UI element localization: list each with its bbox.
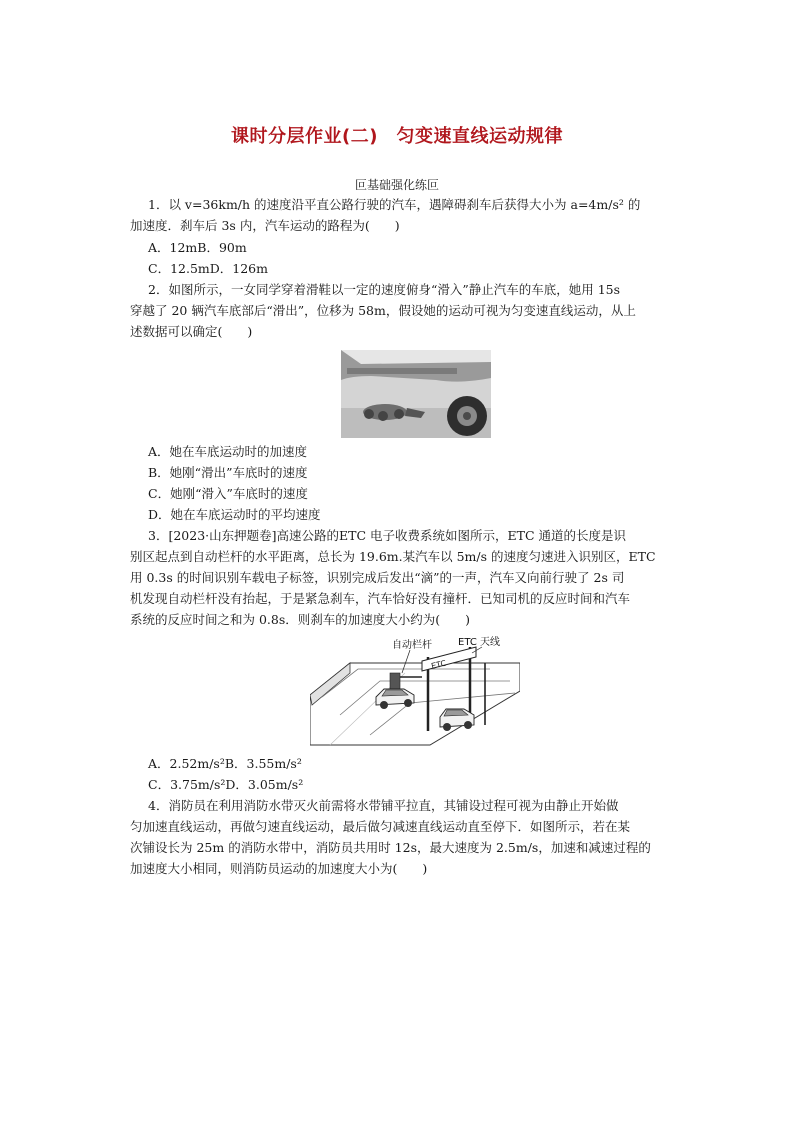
q3-stem-line-4: 机发现自动栏杆没有抬起，于是紧急刹车，汽车恰好没有撞杆．已知司机的反应时间和汽车: [130, 591, 631, 606]
q3-stem-line-3: 用 0.3s 的时间识别车载电子标签，识别完成后发出“滴”的一声，汽车又向前行驶了 2s 司: [130, 570, 625, 585]
q1-options-ab: A．12mB．90m: [148, 240, 247, 255]
q1-stem-line-2: 加速度．刹车后 3s 内，汽车运动的路程为( ): [130, 218, 400, 233]
q3-stem-line-1: 3．[2023·山东押题卷]高速公路的ETC 电子收费系统如图所示，ETC 通道的长度是识: [148, 528, 626, 543]
etc-lane-diagram: [310, 633, 520, 748]
q4-stem-line-3: 次铺设长为 25m 的消防水带中，消防员共用时 12s，最大速度为 2.5m/s，加速和减速过程的: [130, 840, 651, 855]
q3-options-cd: C．3.75m/s²D．3.05m/s²: [148, 777, 304, 792]
q1-options-cd: C．12.5mD．126m: [148, 261, 268, 276]
q1-stem-line-1: 1．以 v=36km/h 的速度沿平直公路行驶的汽车，遇障碍刹车后获得大小为 a=4m/s² 的: [148, 197, 641, 212]
q3-stem-line-5: 系统的反应时间之和为 0.8s．则刹车的加速度大小约为( ): [130, 612, 471, 627]
gate-label: 自动栏杆: [392, 640, 432, 651]
q4-stem-line-4: 加速度大小相同，则消防员运动的加速度大小为( ): [130, 861, 428, 876]
q2-option-c: C．她刚“滑入”车底时的速度: [148, 486, 308, 501]
q2-option-a: A．她在车底运动时的加速度: [148, 444, 308, 459]
q2-stem-line-2: 穿越了 20 辆汽车底部后“滑出”，位移为 58m，假设她的运动可视为匀变速直线运动，从上: [130, 303, 636, 318]
q2-stem-line-3: 述数据可以确定( ): [130, 324, 253, 339]
q2-option-b: B．她刚“滑出”车底时的速度: [148, 465, 308, 480]
page-title: 课时分层作业(二) 匀变速直线运动规律: [231, 126, 563, 147]
q2-stem-line-1: 2．如图所示，一女同学穿着滑鞋以一定的速度俯身“滑入”静止汽车的车底，她用 15s: [148, 282, 621, 297]
q3-options-ab: A．2.52m/s²B．3.55m/s²: [148, 756, 302, 771]
section-heading: 叵基础强化练叵: [354, 178, 439, 192]
skater-under-car-photo: [341, 350, 491, 438]
antenna-label: ETC 天线: [458, 637, 501, 648]
q4-stem-line-2: 匀加速直线运动，再做匀速直线运动，最后做匀减速直线运动直至停下．如图所示，若在某: [130, 819, 631, 834]
q2-option-d: D．她在车底运动时的平均速度: [148, 507, 321, 522]
q3-stem-line-2: 别区起点到自动栏杆的水平距离，总长为 19.6m.某汽车以 5m/s 的速度匀速进入识别区，ETC: [130, 549, 656, 564]
etc-sign-label: ETC: [430, 658, 448, 671]
q4-stem-line-1: 4．消防员在利用消防水带灭火前需将水带铺平拉直，其铺设过程可视为由静止开始做: [148, 798, 619, 813]
